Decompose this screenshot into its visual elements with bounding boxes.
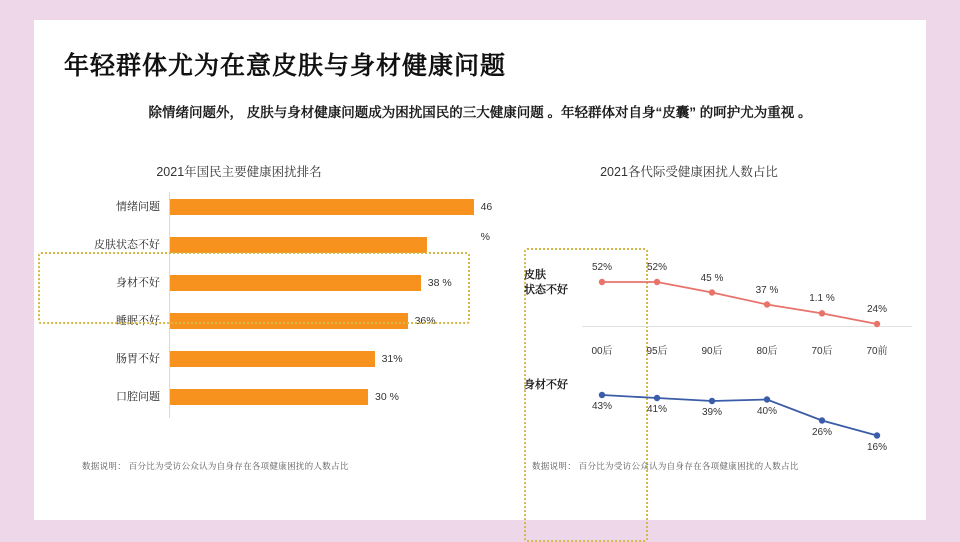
generation-line-chart bbox=[524, 190, 914, 455]
line-data-point bbox=[764, 301, 770, 307]
line-data-point bbox=[874, 321, 880, 327]
line-data-point bbox=[654, 279, 660, 285]
slide bbox=[34, 20, 926, 520]
left-highlight-box bbox=[38, 252, 470, 324]
right-chart-title: 2021各代际受健康困扰人数占比 bbox=[600, 165, 778, 179]
data-point-label: 41% bbox=[646, 404, 667, 415]
line-data-point bbox=[709, 289, 715, 295]
x-axis-tick-label: 90后 bbox=[701, 346, 723, 357]
line-data-point bbox=[599, 279, 605, 285]
bar-fill bbox=[170, 389, 368, 405]
bar-value-label: 46 % bbox=[480, 201, 493, 243]
x-axis-tick-label: 80后 bbox=[756, 346, 778, 357]
data-point-label: 1.1 % bbox=[809, 293, 835, 305]
bar-row bbox=[74, 344, 474, 374]
bar-fill bbox=[170, 237, 427, 253]
bar-value-label: 31% bbox=[381, 353, 403, 365]
bar-row bbox=[74, 192, 493, 243]
x-axis-tick-label: 70后 bbox=[811, 346, 833, 357]
bar-value-label: 36% bbox=[414, 315, 436, 327]
page-title: 年轻群体尤为在意皮肤与身材健康问题 bbox=[64, 52, 507, 80]
x-axis-tick-label: 70前 bbox=[866, 346, 888, 357]
left-data-note: 数据说明： 百分比为受访公众认为自身存在各项健康困扰的人数占比 bbox=[82, 461, 349, 471]
bar-category-label: 口腔问题 bbox=[116, 391, 160, 403]
bar-value-label: 38 % bbox=[427, 277, 452, 289]
series-label-skin: 皮肤 状态不好 bbox=[524, 269, 568, 296]
bar-row bbox=[74, 382, 474, 412]
x-axis-tick-label: 00后 bbox=[591, 346, 613, 357]
data-point-label: 26% bbox=[811, 426, 832, 438]
right-data-note: 数据说明： 百分比为受访公众认为自身存在各项健康困扰的人数占比 bbox=[532, 461, 799, 471]
data-point-label: 52% bbox=[591, 262, 612, 273]
line-data-point bbox=[709, 398, 715, 404]
line-data-point bbox=[874, 432, 880, 438]
bar-category-label: 皮肤状态不好 bbox=[94, 239, 160, 251]
left-chart-title: 2021年国民主要健康困扰排名 bbox=[156, 165, 322, 179]
data-point-label: 43% bbox=[591, 401, 612, 412]
bar-category-label: 情绪问题 bbox=[116, 201, 160, 213]
line-data-point bbox=[819, 417, 825, 423]
data-point-label: 24% bbox=[866, 304, 887, 315]
page-subtitle: 除情绪问题外， 皮肤与身材健康问题成为困扰国民的三大健康问题 。年轻群体对自身“皮囊” 的呵护尤为重视 。 bbox=[148, 105, 812, 120]
data-point-label: 16% bbox=[866, 441, 887, 453]
line-data-point bbox=[764, 396, 770, 402]
series-label-body: 身材不好 bbox=[524, 379, 568, 391]
line-data-point bbox=[819, 310, 825, 316]
data-point-label: 40% bbox=[756, 405, 777, 417]
bar-value-label: 30 % bbox=[375, 391, 399, 403]
line-data-point bbox=[654, 395, 660, 401]
x-axis-tick-label: 95后 bbox=[646, 346, 668, 357]
data-point-label: 45 % bbox=[700, 272, 724, 284]
bar-category-label: 身材不好 bbox=[116, 277, 160, 289]
bar-fill bbox=[170, 351, 375, 367]
data-point-label: 39% bbox=[701, 407, 722, 418]
data-point-label: 37 % bbox=[755, 284, 779, 296]
data-point-label: 52% bbox=[646, 262, 667, 273]
bar-category-label: 睡眠不好 bbox=[116, 315, 160, 327]
bar-category-label: 肠胃不好 bbox=[116, 353, 160, 365]
line-data-point bbox=[599, 392, 605, 398]
bar-fill bbox=[170, 199, 474, 215]
